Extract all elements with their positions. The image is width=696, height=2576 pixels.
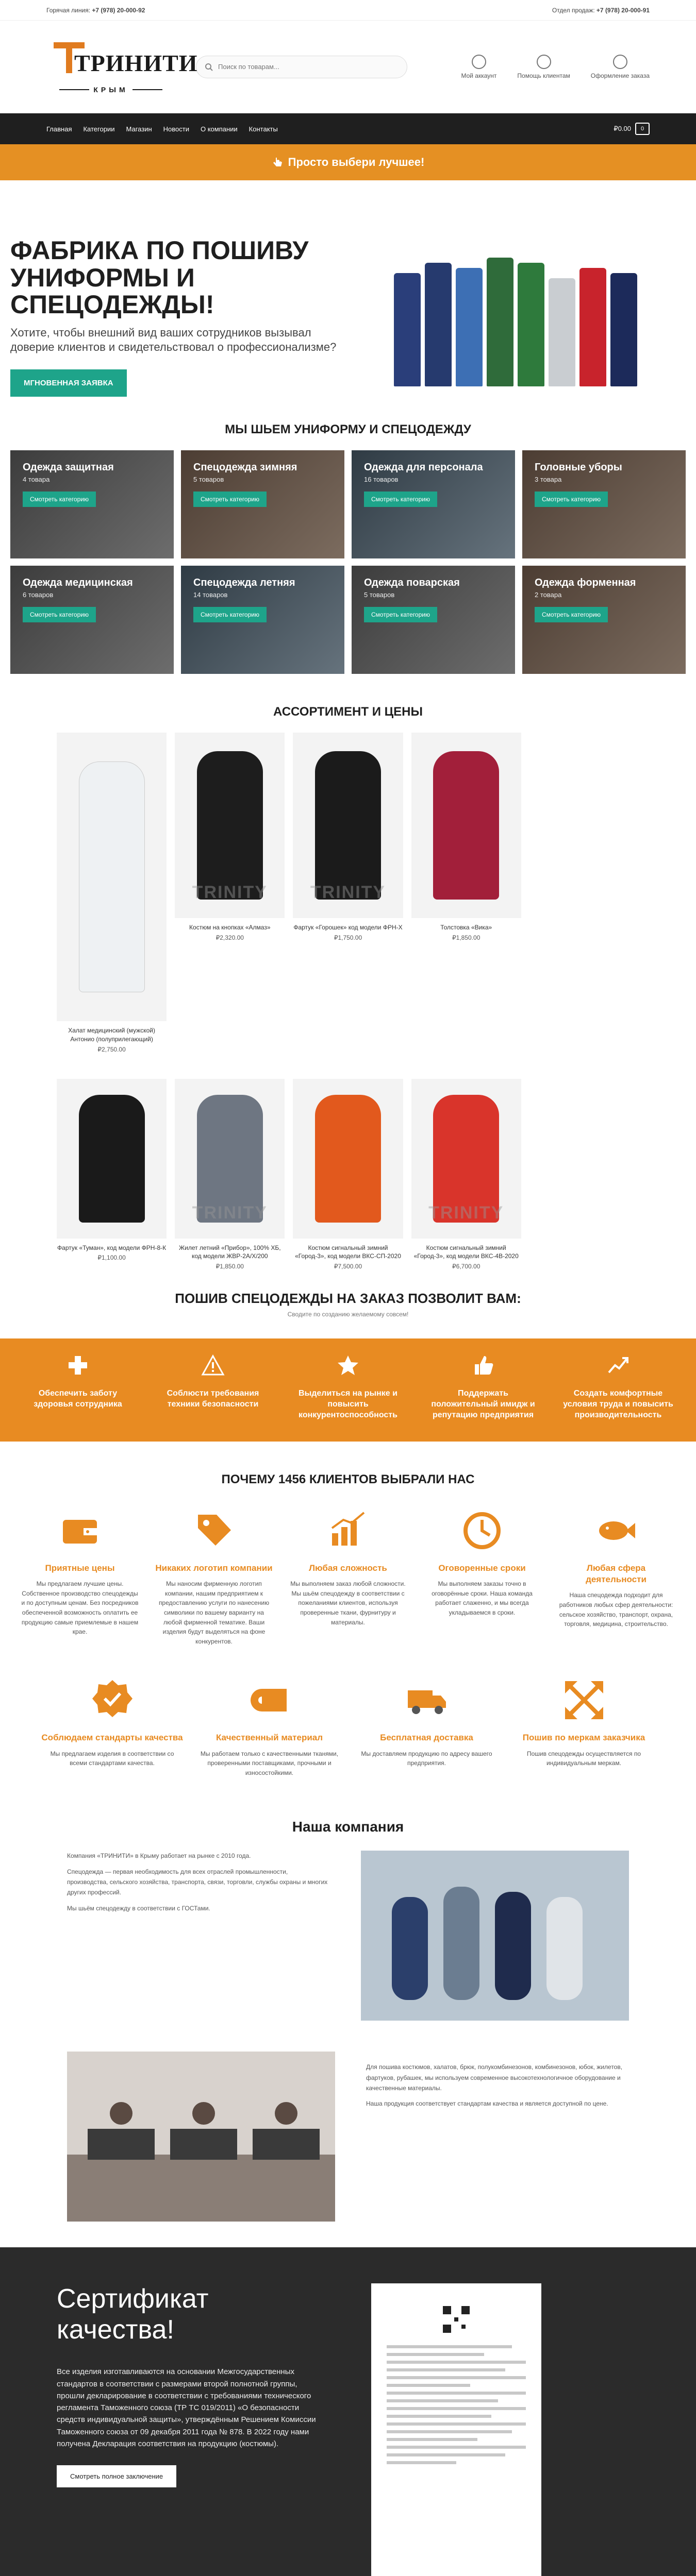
view-category-button[interactable]: Смотреть категорию: [364, 492, 437, 507]
user-icon: [472, 55, 486, 69]
category-card[interactable]: Одежда медицинская 6 товаров Смотреть категорию: [10, 566, 174, 674]
view-category-button[interactable]: Смотреть категорию: [23, 607, 96, 622]
category-card[interactable]: Одежда форменная 2 товара Смотреть категорию: [522, 566, 686, 674]
product-card[interactable]: [57, 733, 167, 1053]
benefit-item: Выделиться на рынке и повысить конкурентоспособность: [280, 1354, 416, 1426]
promo-text: Просто выбери лучшее!: [288, 156, 425, 168]
badge-check-icon: [89, 1677, 136, 1723]
nav-shop[interactable]: Магазин: [126, 125, 152, 133]
hero-section: [0, 180, 696, 407]
logo-mark-icon: [52, 40, 198, 76]
hotline-phone[interactable]: +7 (978) 20-000-92: [92, 6, 145, 14]
hero-garment: [579, 268, 606, 386]
product-card[interactable]: [293, 733, 403, 1053]
hero-garment: [549, 278, 575, 386]
fish-icon: [593, 1507, 639, 1554]
category-card[interactable]: Спецодежда зимняя 5 товаров Смотреть категорию: [181, 450, 344, 558]
hero-title: ФАБРИКА ПО ПОШИВУ УНИФОРМЫ И СПЕЦОДЕЖДЫ!: [10, 236, 309, 319]
product-image[interactable]: [411, 733, 521, 918]
product-price: ₽2,750.00: [97, 1045, 126, 1053]
certificate-section: [0, 2247, 696, 2576]
product-name[interactable]: Фартук «Туман», код модели ФРН-8-К: [57, 1244, 167, 1251]
sales-phone[interactable]: +7 (978) 20-000-91: [596, 6, 650, 14]
hero-text: Хотите, чтобы внешний вид ваших сотрудников вызывал доверие клиентов и свидетельствовал о профессионализме?: [10, 326, 337, 354]
logo-subtitle: КРЫМ: [59, 86, 162, 94]
hero-image: [345, 201, 686, 407]
brand-watermark: TRINITY: [192, 883, 268, 902]
workshop-illustration: [67, 2052, 335, 2222]
why-item: Приятные цены Мы предлагаем лучшие цены. Собственное производство спецодежды и по доступным ценам. Без посредников обеспеченной возможность оплатить ее продукцию самые приемлемые в нашем крае.: [21, 1507, 139, 1646]
product-row-1: [0, 733, 696, 1053]
promo-banner: [0, 144, 696, 180]
search-box: [196, 56, 407, 78]
view-category-button[interactable]: Смотреть категорию: [23, 492, 96, 507]
view-certificate-button[interactable]: Смотреть полное заключение: [57, 2465, 176, 2487]
product-name[interactable]: Фартук «Горошек» код модели ФРН-Х: [293, 924, 403, 931]
product-price: ₽2,320.00: [216, 934, 244, 941]
logo-text: [52, 40, 198, 83]
product-name[interactable]: Толстовка «Вика»: [440, 924, 492, 931]
cart-button[interactable]: [614, 123, 650, 135]
hero-garment: [456, 268, 483, 386]
category-card[interactable]: Одежда защитная 4 товара Смотреть категорию: [10, 450, 174, 558]
sales-line: Отдел продаж: +7 (978) 20-000-91: [552, 6, 650, 14]
product-price: ₽6,700.00: [452, 1263, 480, 1270]
product-price: ₽1,750.00: [334, 934, 362, 941]
product-name[interactable]: Костюм сигнальный зимний «Город-3», код модели ВКС-4В-2020: [413, 1244, 519, 1260]
category-grid: [0, 450, 696, 674]
product-name[interactable]: Костюм сигнальный зимний «Город-3», код модели ВКС-СП-2020: [295, 1244, 401, 1260]
cart-count: 0: [640, 126, 644, 132]
thumbs-up-icon: [472, 1354, 494, 1377]
hotline: Горячая линия: +7 (978) 20-000-92: [46, 6, 145, 14]
category-card[interactable]: Одежда поварская 5 товаров Смотреть категорию: [352, 566, 515, 674]
view-category-button[interactable]: Смотреть категорию: [364, 607, 437, 622]
warning-icon: [202, 1354, 224, 1377]
nav-about[interactable]: О компании: [200, 125, 238, 133]
benefits-subtitle: Сводите по созданию желаемому совсем!: [287, 1311, 409, 1318]
brand-watermark: TRINITY: [310, 883, 386, 902]
company-row-2: [0, 2052, 696, 2222]
view-category-button[interactable]: Смотреть категорию: [535, 492, 608, 507]
why-item: Соблюдаем стандарты качества Мы предлагаем изделия в соответствии со всеми стандартами качества.: [41, 1677, 183, 1777]
search-input[interactable]: [218, 63, 399, 71]
product-card[interactable]: [175, 733, 285, 1053]
star-icon: [337, 1354, 359, 1377]
hand-pointer-icon: [272, 157, 283, 168]
product-image[interactable]: [175, 733, 285, 918]
benefit-item: Обеспечить заботу здоровья сотрудника: [10, 1354, 145, 1426]
why-item: Оговоренные сроки Мы выполняем заказы точно в оговорённые сроки. Наша команда работает слаженно, и мы всегда укладываемся в сроки.: [423, 1507, 541, 1646]
expand-arrows-icon: [561, 1677, 607, 1723]
company-row-1: [0, 1851, 696, 2021]
nav-news[interactable]: Новости: [163, 125, 189, 133]
categories-title: МЫ ШЬЕМ УНИФОРМУ И СПЕЦОДЕЖДУ: [225, 422, 471, 436]
mannequins-illustration: [361, 1851, 629, 2021]
product-card[interactable]: [175, 1079, 285, 1270]
account-link[interactable]: Мой аккаунт: [461, 55, 496, 79]
category-card[interactable]: Одежда для персонала 16 товаров Смотреть категорию: [352, 450, 515, 558]
certificate-text: Все изделия изготавливаются на основании Межгосударственных стандартов в соответствии с размерами второй полнотной группы, прошли декларирование в соответствии с требованиями технического регламента Таможенного союза (ТР ТС 019/2011) «О безопасности средств индивидуальной защиты», утверждённым Решением Комиссии Таможенного союза от 09 декабря 2011 года № 878. В 2022 году нами получена Декларация соответствия на продукцию (костюмы).: [57, 2367, 316, 2448]
view-category-button[interactable]: Смотреть категорию: [193, 492, 267, 507]
why-title: ПОЧЕМУ 1456 КЛИЕНТОВ ВЫБРАЛИ НАС: [221, 1472, 475, 1487]
product-image[interactable]: [57, 733, 167, 1021]
product-price: ₽1,850.00: [216, 1263, 244, 1270]
product-price: ₽1,100.00: [97, 1254, 126, 1262]
hero-garment: [394, 273, 421, 386]
search-icon[interactable]: [205, 63, 213, 71]
product-card[interactable]: [293, 1079, 403, 1270]
product-name[interactable]: Костюм на кнопках «Алмаз»: [189, 924, 271, 931]
product-card[interactable]: [57, 1079, 167, 1270]
benefit-item: Поддержать положительный имидж и репутацию предприятия: [416, 1354, 551, 1426]
category-card[interactable]: Головные уборы 3 товара Смотреть категорию: [522, 450, 686, 558]
cart-total: ₽0.00: [614, 125, 631, 132]
product-name[interactable]: Жилет летний «Прибор», 100% ХБ, код модели ЖВР-2А/Х/200: [179, 1244, 281, 1260]
header-icons: [461, 55, 650, 79]
growth-chart-icon: [607, 1354, 629, 1377]
health-icon: [67, 1354, 89, 1377]
why-item: Качественный материал Мы работаем только с качественными тканями, проверенными поставщиками, прочными и износостойкими.: [198, 1677, 340, 1777]
category-card[interactable]: Спецодежда летняя 14 товаров Смотреть категорию: [181, 566, 344, 674]
why-item: Никаких логотип компании Мы наносим фирменную логотип компании, нашим предприятием к предоставлению услуги по нанесению символики по вашему варианту на любой фирменной тематике. Ваши изделия будут выделяться на фоне конкурентов.: [155, 1507, 273, 1646]
hero-garment: [518, 263, 544, 386]
wallet-icon: [57, 1507, 103, 1554]
product-image[interactable]: [175, 1079, 285, 1239]
cart-icon: [635, 123, 650, 135]
company-text-2: Для пошива костюмов, халатов, брюк, полукомбинезонов, комбинезонов, юбок, жилетов, фартуков, рубашек, мы используем современное высокотехнологичное оборудование и качественные материалы. Наша продукция соответствует стандартам качества и является доступной по цене.: [366, 2063, 623, 2108]
nav-contacts[interactable]: Контакты: [248, 125, 278, 133]
certificate-document[interactable]: [371, 2283, 541, 2576]
product-name[interactable]: Халат медицинский (мужской) Антонио (полуприлегающий): [68, 1027, 155, 1043]
brand-watermark: TRINITY: [428, 1202, 504, 1223]
why-item: Пошив по меркам заказчика Пошив спецодежды осуществляется по индивидуальным меркам.: [513, 1677, 655, 1777]
certificate-title: Сертификат качества!: [57, 2284, 209, 2345]
workshop-photo: [67, 2052, 335, 2222]
company-title: Наша компания: [292, 1819, 404, 1835]
product-image[interactable]: [293, 1079, 403, 1239]
qr-code-icon: [441, 2304, 472, 2335]
benefits-title: ПОШИВ СПЕЦОДЕЖДЫ НА ЗАКАЗ ПОЗВОЛИТ ВАМ:: [175, 1291, 521, 1307]
main-nav: [0, 113, 696, 144]
product-price: ₽7,500.00: [334, 1263, 362, 1270]
product-image[interactable]: [57, 1079, 167, 1239]
fabric-roll-icon: [246, 1677, 293, 1723]
benefits-row: [0, 1338, 696, 1442]
tag-icon: [191, 1507, 237, 1554]
hero-garment: [610, 273, 637, 386]
view-category-button[interactable]: Смотреть категорию: [193, 607, 267, 622]
product-card[interactable]: [411, 1079, 521, 1270]
assortment-title: АССОРТИМЕНТ И ЦЕНЫ: [273, 705, 423, 719]
nav-home[interactable]: Главная: [46, 125, 72, 133]
chart-up-icon: [325, 1507, 371, 1554]
help-link[interactable]: Помощь клиентам: [517, 55, 570, 79]
product-image[interactable]: [293, 733, 403, 918]
why-grid-2: [0, 1677, 696, 1777]
hero-garment: [425, 263, 452, 386]
product-card[interactable]: [411, 733, 521, 1053]
nav-categories[interactable]: Категории: [83, 125, 115, 133]
order-icon: [613, 55, 627, 69]
product-price: ₽1,850.00: [452, 934, 480, 941]
why-item: Любая сложность Мы выполняем заказ любой сложности. Мы шьём спецодежду в соответствии с пожеланиями клиентов, используя проверенные ткани, фурнитуру и материалы.: [289, 1507, 407, 1646]
hero-garment: [487, 258, 513, 386]
instant-request-button[interactable]: МГНОВЕННАЯ ЗАЯВКА: [10, 369, 127, 397]
logo-wordmark: ТРИНИТИ: [74, 49, 198, 76]
top-bar: [0, 0, 696, 21]
product-image[interactable]: [411, 1079, 521, 1239]
why-item: Любая сфера деятельности Наша спецодежда подходит для работников любых сфер деятельности: сельское хозяйство, транспорт, охрана, торговля, медицина, строительство.: [557, 1507, 675, 1646]
site-header: [0, 21, 696, 113]
benefit-item: Соблюсти требования техники безопасности: [145, 1354, 280, 1426]
company-text: Компания «ТРИНИТИ» в Крыму работает на рынке с 2010 года. Спецодежда — первая необходимость для всех отраслей промышленности, производства, сельского хозяйства, транспорта, связи, торговли, службы охраны и многих других профессий. Мы шьём спецодежду в соответствии с ГОСТами.: [67, 1852, 328, 1912]
checkout-link[interactable]: Оформление заказа: [591, 55, 650, 79]
showroom-photo: [361, 1851, 629, 2021]
product-row-2: [0, 1079, 696, 1270]
view-category-button[interactable]: Смотреть категорию: [535, 607, 608, 622]
why-item: Бесплатная доставка Мы доставляем продукцию по адресу вашего предприятия.: [356, 1677, 498, 1777]
site-logo[interactable]: [46, 28, 198, 106]
why-grid: [0, 1507, 696, 1646]
help-icon: [537, 55, 551, 69]
brand-watermark: TRINITY: [192, 1202, 268, 1223]
clock-icon: [459, 1507, 505, 1554]
truck-icon: [404, 1677, 450, 1723]
benefit-item: Создать комфортные условия труда и повысить производительность: [551, 1354, 686, 1426]
